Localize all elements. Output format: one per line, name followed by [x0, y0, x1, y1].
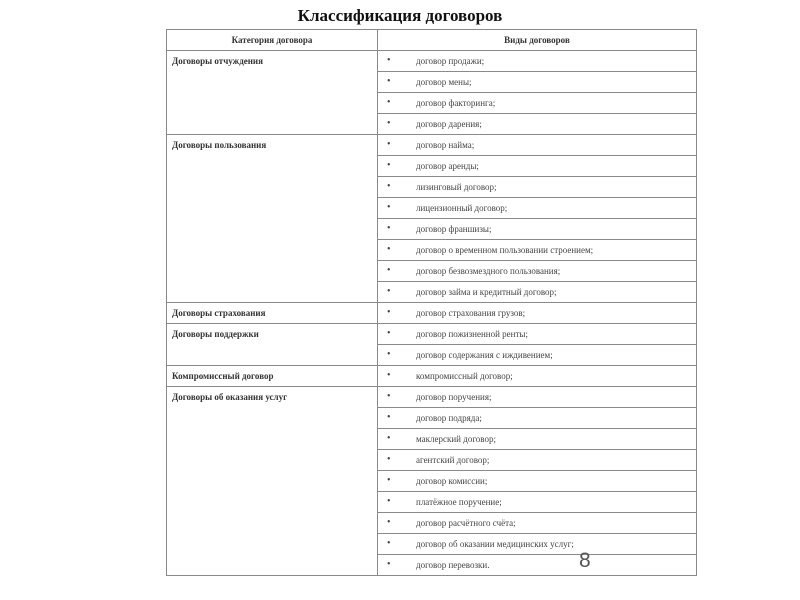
- bullet-icon: •: [387, 265, 391, 276]
- contract-type-cell: [378, 324, 697, 345]
- contract-type-label: компромиссный договор;: [416, 370, 513, 381]
- contract-type-cell: [378, 303, 697, 324]
- category-cell: Договоры отчуждения: [167, 51, 378, 135]
- contract-type-label: договор об оказании медицинских услуг;: [416, 538, 574, 549]
- contract-type-label: договор пожизненной ренты;: [416, 328, 528, 339]
- contract-type-cell: [378, 51, 697, 72]
- contract-type-label: договор аренды;: [416, 160, 479, 171]
- contract-type-label: договор факторинга;: [416, 97, 496, 108]
- contract-type-label: договор дарения;: [416, 118, 482, 129]
- contract-type-cell: [378, 450, 697, 471]
- category-cell: Договоры пользования: [167, 135, 378, 303]
- contract-type-cell: [378, 429, 697, 450]
- bullet-icon: •: [387, 181, 391, 192]
- bullet-icon: •: [387, 412, 391, 423]
- contract-type-cell: [378, 471, 697, 492]
- page-title: Классификация договоров: [297, 6, 503, 25]
- contract-type-cell: [378, 366, 697, 387]
- contract-type-cell: [378, 135, 697, 156]
- contract-type-cell: [378, 513, 697, 534]
- bullet-icon: •: [387, 328, 391, 339]
- contract-type-cell: [378, 282, 697, 303]
- category-cell: Договоры поддержки: [167, 324, 378, 366]
- contract-type-cell: [378, 555, 697, 576]
- contract-type-cell: [378, 492, 697, 513]
- header-category: Категория договора: [167, 30, 378, 51]
- bullet-icon: •: [387, 244, 391, 255]
- contract-type-cell: [378, 387, 697, 408]
- contract-type-label: лизинговый договор;: [416, 181, 497, 192]
- contract-type-cell: [378, 177, 697, 198]
- bullet-icon: •: [387, 97, 391, 108]
- contract-type-cell: [378, 345, 697, 366]
- bullet-icon: •: [387, 454, 391, 465]
- table-row: [167, 366, 697, 387]
- contract-type-label: договор франшизы;: [416, 223, 492, 234]
- bullet-icon: •: [387, 286, 391, 297]
- table-row: [167, 303, 697, 324]
- category-cell: Договоры об оказания услуг: [167, 387, 378, 576]
- category-cell: Компромиссный договор: [167, 366, 378, 387]
- contract-type-cell: [378, 261, 697, 282]
- contract-type-cell: [378, 93, 697, 114]
- contract-type-label: договор безвозмездного пользования;: [416, 265, 561, 276]
- contract-type-cell: [378, 72, 697, 93]
- bullet-icon: •: [387, 349, 391, 360]
- category-cell: Договоры страхования: [167, 303, 378, 324]
- bullet-icon: •: [387, 496, 391, 507]
- contract-type-cell: [378, 240, 697, 261]
- bullet-icon: •: [387, 307, 391, 318]
- contract-type-label: агентский договор;: [416, 454, 490, 465]
- contract-type-cell: [378, 534, 697, 555]
- contract-type-label: договор займа и кредитный договор;: [416, 286, 557, 297]
- contract-type-label: договор поручения;: [416, 391, 492, 402]
- bullet-icon: •: [387, 433, 391, 444]
- contract-type-label: договор расчётного счёта;: [416, 517, 516, 528]
- bullet-icon: •: [387, 475, 391, 486]
- bullet-icon: •: [387, 55, 391, 66]
- contract-type-cell: [378, 198, 697, 219]
- table-row: [167, 324, 697, 345]
- header-types: Виды договоров: [378, 30, 697, 51]
- contract-classification-table: [166, 29, 697, 576]
- contract-type-label: договор подряда;: [416, 412, 482, 423]
- bullet-icon: •: [387, 370, 391, 381]
- contract-type-label: договор мены;: [416, 76, 472, 87]
- contract-type-label: договор страхования грузов;: [416, 307, 526, 318]
- bullet-icon: •: [387, 538, 391, 549]
- page-number: 8: [579, 549, 591, 572]
- table-row: [167, 135, 697, 156]
- contract-type-label: договор комиссии;: [416, 475, 488, 486]
- contract-type-label: маклерский договор;: [416, 433, 496, 444]
- contract-type-label: договор перевозки.: [416, 559, 490, 570]
- bullet-icon: •: [387, 160, 391, 171]
- bullet-icon: •: [387, 76, 391, 87]
- table-header-row: [167, 30, 697, 51]
- bullet-icon: •: [387, 118, 391, 129]
- contract-type-cell: [378, 156, 697, 177]
- contract-type-label: договор найма;: [416, 139, 475, 150]
- bullet-icon: •: [387, 223, 391, 234]
- contract-type-cell: [378, 114, 697, 135]
- bullet-icon: •: [387, 202, 391, 213]
- bullet-icon: •: [387, 559, 391, 570]
- contract-type-label: платёжное поручение;: [416, 496, 502, 507]
- contract-type-cell: [378, 408, 697, 429]
- table-row: [167, 51, 697, 72]
- contract-type-label: договор содержания с иждивением;: [416, 349, 553, 360]
- bullet-icon: •: [387, 139, 391, 150]
- table-body: [167, 51, 697, 576]
- contract-type-label: лицензионный договор;: [416, 202, 508, 213]
- contract-type-label: договор продажи;: [416, 55, 485, 66]
- bullet-icon: •: [387, 391, 391, 402]
- contract-type-cell: [378, 219, 697, 240]
- contract-type-label: договор о временном пользовании строением;: [416, 244, 594, 255]
- table-row: [167, 387, 697, 408]
- bullet-icon: •: [387, 517, 391, 528]
